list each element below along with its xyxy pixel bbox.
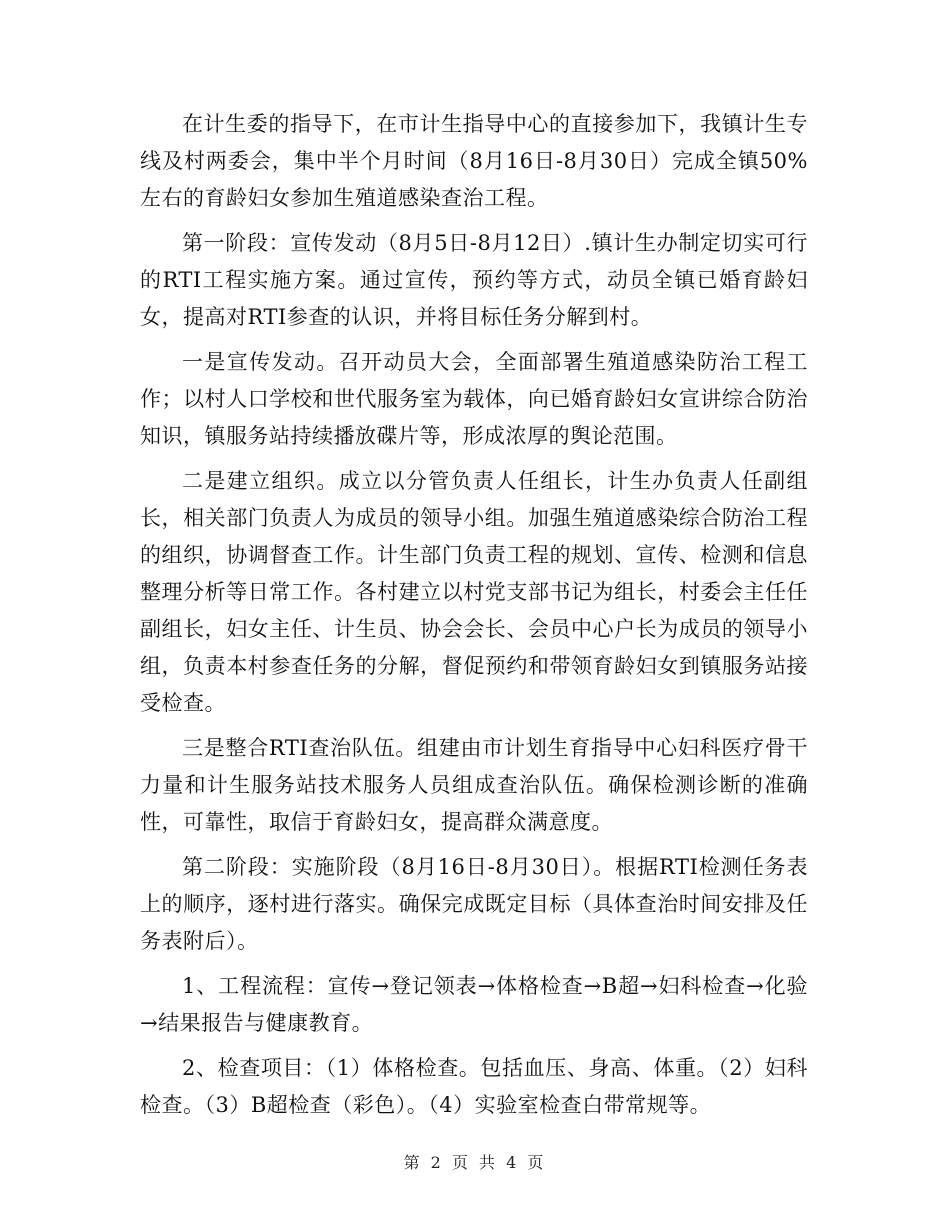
paragraph-stage-two: 第二阶段：实施阶段（8月16日-8月30日）。根据RTI检测任务表上的顺序，逐村进行落实。确保完成既定目标（具体查治时间安排及任务表附后）。 [140, 855, 808, 953]
paragraph-organization: 二是建立组织。成立以分管负责人任组长，计生办负责人任副组长，相关部门负责人为成员的领导小组。加强生殖道感染综合防治工程的组织，协调督查工作。计生部门负责工程的规划、宣传、检测和信息整理分析等日常工作。各村建立以村党支部书记为组长，村委会主任任副组长，妇女主任、计生员、协会会长、会员中心户长为成员的领导小组，负责本村参查任务的分解，督促预约和带领育龄妇女到镇服务站接受检查。 [140, 469, 808, 715]
paragraph-stage-one: 第一阶段：宣传发动（8月5日-8月12日）.镇计生办制定切实可行的RTI工程实施方案。通过宣传，预约等方式，动员全镇已婚育龄妇女，提高对RTI参查的认识，并将目标任务分解到村。 [140, 231, 808, 329]
paragraph-intro: 在计生委的指导下，在市计生指导中心的直接参加下，我镇计生专线及村两委会，集中半个月时间（8月16日-8月30日）完成全镇50%左右的育龄妇女参加生殖道感染查治工程。 [140, 112, 808, 210]
paragraph-process: 1、工程流程：宣传→登记领表→体格检查→B超→妇科检查→化验→结果报告与健康教育。 [140, 974, 808, 1035]
document-body [140, 106, 808, 1132]
paragraph-team: 三是整合RTI查治队伍。组建由市计划生育指导中心妇科医疗骨干力量和计生服务站技术服务人员组成查治队伍。确保检测诊断的准确性，可靠性，取信于育龄妇女，提高群众满意度。 [140, 736, 808, 834]
page-footer: 第 2 页 共 4 页 [403, 1153, 547, 1172]
paragraph-publicity: 一是宣传发动。召开动员大会，全面部署生殖道感染防治工程工作；以村人口学校和世代服务室为载体，向已婚育龄妇女宣讲综合防治知识，镇服务站持续播放碟片等，形成浓厚的舆论范围。 [140, 350, 808, 448]
paragraph-check-items: 2、检查项目：（1）体格检查。包括血压、身高、体重。（2）妇科检查。（3）B超检查（彩色）。（4）实验室检查白带常规等。 [140, 1056, 808, 1117]
